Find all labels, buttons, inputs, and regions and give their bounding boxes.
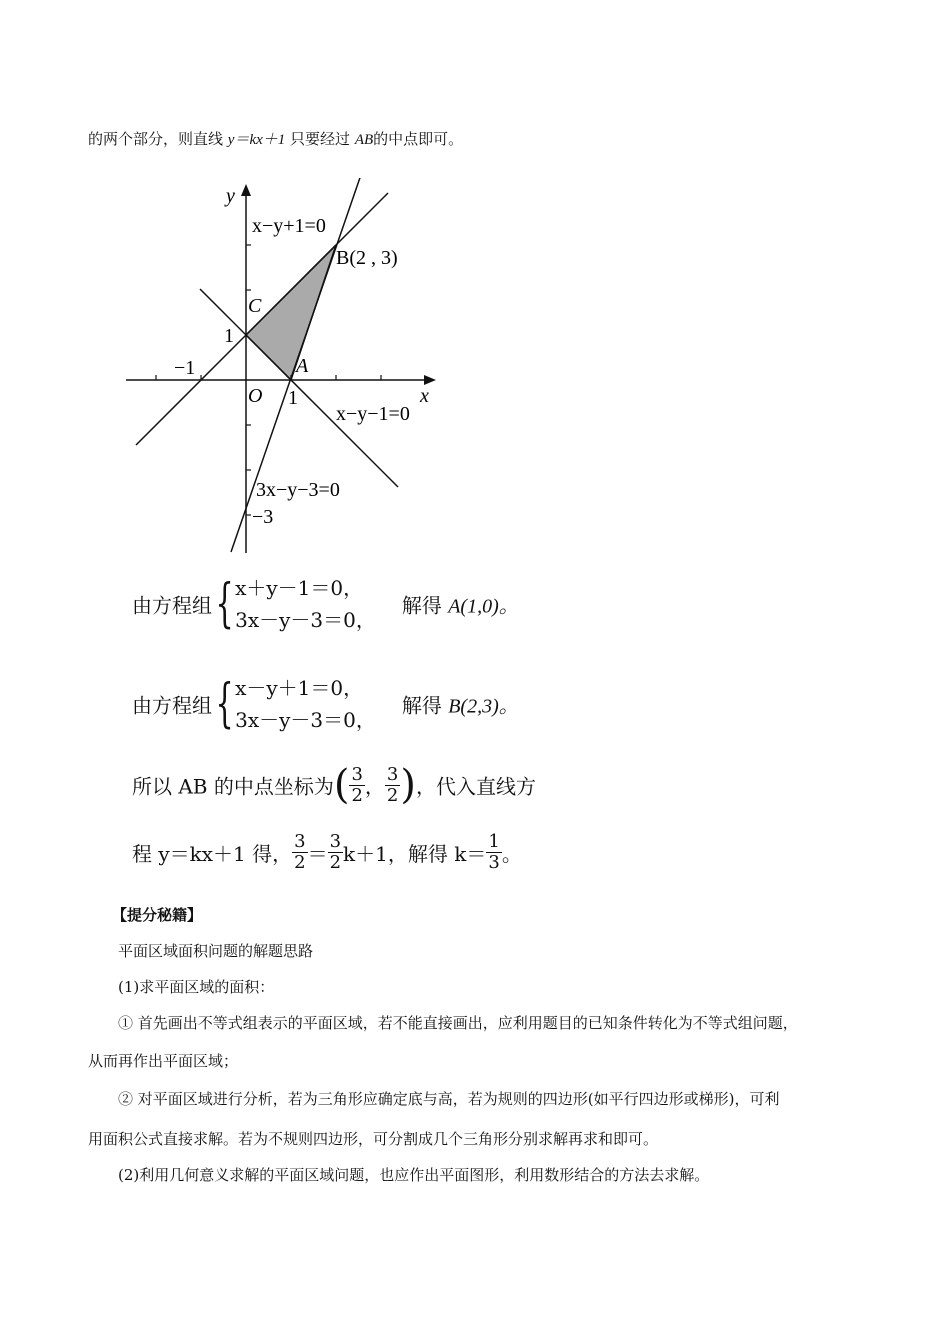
tips-item-1a-line1: ① 首先画出不等式组表示的平面区域，若不能直接画出，应利用题目的已知条件转化为不等式组问题，	[118, 1014, 798, 1032]
label-one-x: 1	[288, 387, 298, 409]
label-neg-one: −1	[174, 357, 196, 379]
x-axis-arrow	[424, 375, 436, 385]
tips-item-2: (2)利用几何意义求解的平面区域问题，也应作出平面图形，利用数形结合的方法去求解。	[118, 1166, 710, 1184]
label-origin: O	[248, 385, 263, 407]
label-y-axis: y	[226, 185, 235, 207]
label-point-c: C	[248, 295, 262, 317]
tips-item-1b-line2: 用面积公式直接求解。若为不规则四边形，可分割成几个三角形分别求解再求和即可。	[88, 1130, 659, 1148]
label-line1: x−y+1=0	[252, 215, 326, 237]
label-one-y: 1	[224, 325, 234, 347]
label-line3: 3x−y−3=0	[256, 479, 340, 501]
fraction: $\frac{3}{2}$	[329, 831, 342, 873]
intro-line: 的两个部分，则直线 y＝kx＋1 只要经过 AB的中点即可。	[88, 130, 464, 148]
brace-b: {	[215, 674, 234, 734]
midpoint-line: 所以 AB 的中点坐标为( $\frac{3}{2}$ ， $\frac{3}{2}$ )，代入直线方	[132, 762, 536, 808]
fraction: $\frac{3}{2}$	[386, 763, 399, 806]
tips-item-1a-line2: 从而再作出平面区域；	[88, 1052, 239, 1070]
tips-item-1: (1)求平面区域的面积：	[118, 978, 275, 996]
tips-item-1b-line1: ② 对平面区域进行分析，若为三角形应确定底与高，若为规则的四边形(如平行四边形或梯形)，可利	[118, 1090, 780, 1108]
tips-heading: 【提分秘籍】	[112, 906, 203, 924]
label-point-b: B(2 , 3)	[336, 247, 398, 269]
fraction: $\frac{1}{3}$	[488, 831, 500, 873]
fraction: $\frac{3}{2}$	[351, 763, 363, 806]
tips-title: 平面区域面积问题的解题思路	[118, 942, 314, 960]
label-point-a: A	[296, 355, 309, 377]
fraction: $\frac{3}{2}$	[294, 831, 306, 873]
label-x-axis: x	[420, 385, 429, 407]
label-neg-three: −3	[252, 506, 274, 528]
brace-a: {	[215, 574, 234, 634]
label-line2: x−y−1=0	[336, 403, 410, 425]
y-axis-arrow	[241, 184, 251, 196]
system-a: 由方程组{ x＋y－1＝0， 3x－y－3＝0， 解得 A(1,0)。	[132, 574, 519, 634]
coordinate-figure	[120, 178, 450, 558]
system-b: 由方程组{ x－y＋1＝0， 3x－y－3＝0， 解得 B(2,3)。	[132, 674, 519, 734]
substitute-line: 程 y＝kx＋1 得， $\frac{3}{2}$ ＝ $\frac{3}{2}$ k＋1，解得 k＝ $\frac{1}{3}$ 。	[132, 831, 522, 873]
